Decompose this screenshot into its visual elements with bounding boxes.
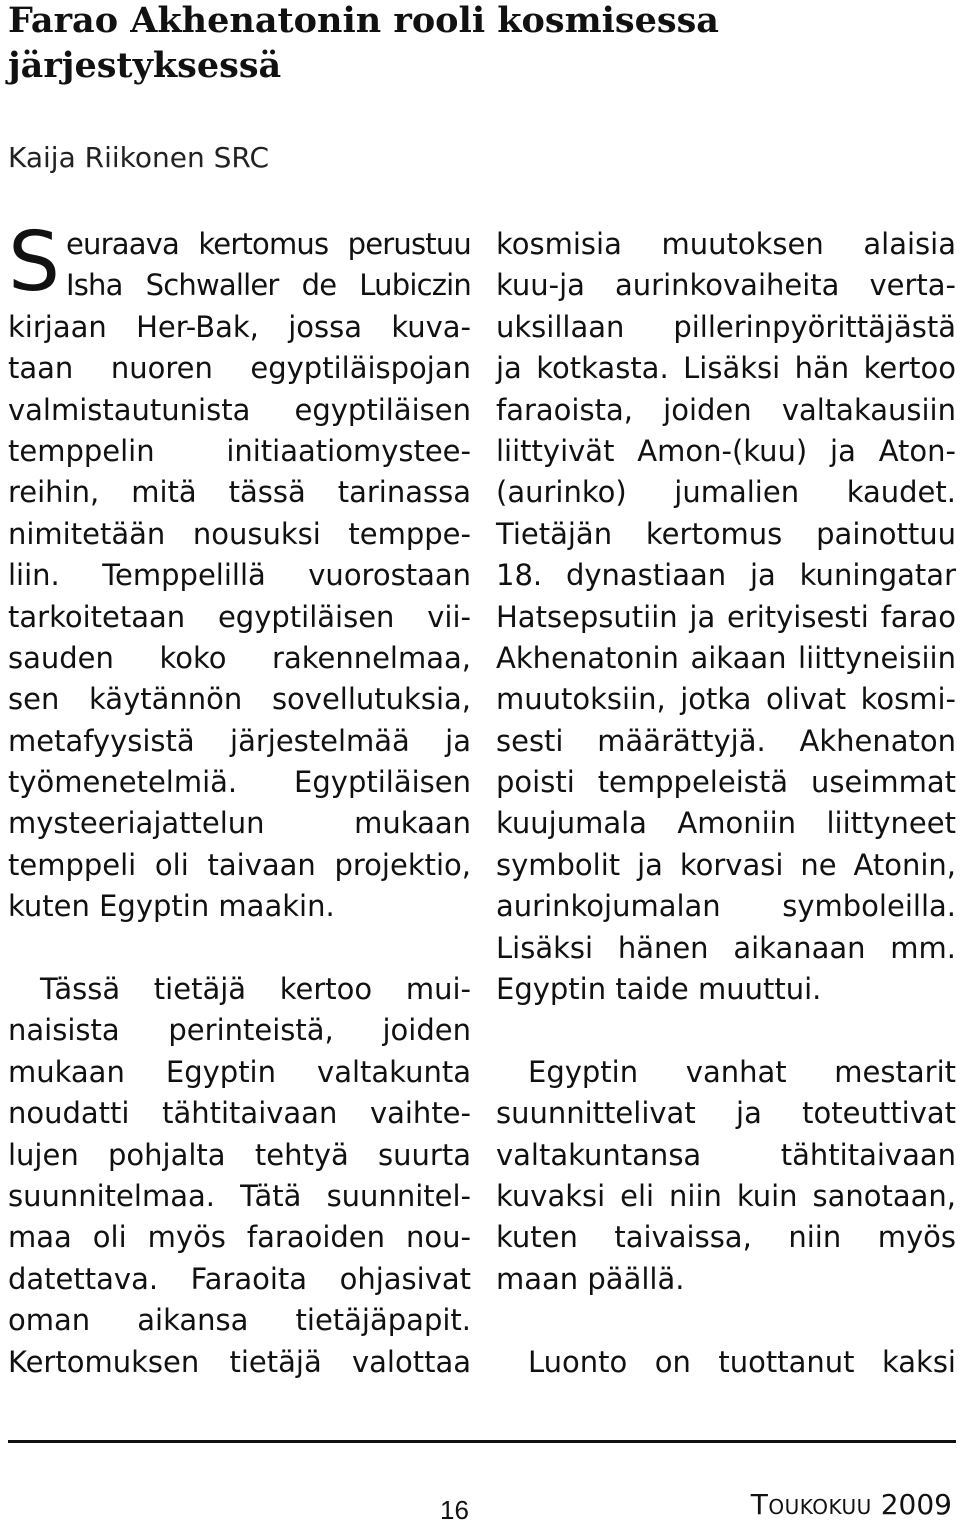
text-line: kuujumala Amoniin liittyneet	[496, 806, 956, 841]
text-line: valmistautunista egyptiläisen	[8, 392, 471, 427]
text-line: uksillaan pillerinpyörittäjästä	[496, 309, 956, 344]
drop-cap: S	[8, 215, 61, 310]
paragraph-gap	[496, 1300, 956, 1341]
text-line: työmenetelmiä. Egyptiläisen	[8, 765, 471, 800]
issue-month: Toukokuu	[750, 1488, 872, 1521]
text-line: Isha Schwaller de Lubiczin	[66, 268, 471, 303]
text-line: Tässä tietäjä kertoo mui-	[40, 972, 471, 1007]
text-line: Akhenatonin aikaan liittyneisiin	[496, 640, 956, 675]
right-column-paragraphs	[496, 224, 956, 1383]
text-line: kirjaan Her-Bak, jossa kuva-	[8, 309, 471, 344]
text-line: Egyptin taide muuttui.	[496, 972, 822, 1007]
text-line: kuten taivaissa, niin myös	[496, 1220, 956, 1255]
right-column	[496, 224, 956, 1383]
text-line: tarkoitetaan egyptiläisen vii-	[8, 599, 471, 634]
paragraph	[8, 969, 471, 1383]
text-line: suunnitelmaa. Tätä suunnitel-	[8, 1178, 471, 1213]
page-number: 16	[440, 1495, 469, 1525]
text-line: Kertomuksen tietäjä valottaa	[8, 1344, 471, 1379]
text-line: sauden koko rakennelmaa,	[8, 640, 471, 675]
text-line: temppeli oli taivaan projektio,	[8, 847, 471, 882]
text-line: mukaan Egyptin valtakunta	[8, 1054, 471, 1089]
paragraph	[496, 1342, 956, 1383]
paragraph	[496, 1052, 956, 1300]
text-line: mysteeriajattelun mukaan	[8, 806, 471, 841]
text-line: Lisäksi hänen aikanaan mm.	[496, 930, 956, 965]
text-line: sesti määrättyjä. Akhenaton	[496, 723, 956, 758]
text-line: Hatsepsutiin ja erityisesti farao	[496, 599, 956, 634]
text-line: valtakuntansa tähtitaivaan	[496, 1137, 956, 1172]
text-line: metafyysistä järjestelmää ja	[8, 723, 471, 758]
text-line: oman aikansa tietäjäpapit.	[8, 1303, 471, 1338]
text-line: nimitetään nousuksi temppe-	[8, 516, 471, 551]
text-line: temppelin initiaatiomystee-	[8, 433, 471, 468]
text-line: euraava kertomus perustuu	[66, 227, 471, 261]
text-line: lujen pohjalta tehtyä suurta	[8, 1137, 471, 1172]
text-line: ja kotkasta. Lisäksi hän kertoo	[496, 351, 956, 386]
text-line: symbolit ja korvasi ne Atonin,	[496, 847, 956, 882]
text-line: suunnittelivat ja toteuttivat	[496, 1096, 956, 1131]
text-line: reihin, mitä tässä tarinassa	[8, 475, 471, 510]
issue-date	[751, 1487, 952, 1523]
text-line: aurinkojumalan symboleilla.	[496, 889, 956, 924]
paragraph	[8, 307, 471, 928]
text-line: muutoksiin, jotka olivat kosmi-	[496, 682, 956, 717]
text-line: liittyivät Amon-(kuu) ja Aton-	[496, 433, 956, 468]
left-column-paragraphs	[8, 307, 471, 1383]
text-line: datettava. Faraoita ohjasivat	[8, 1261, 471, 1296]
text-line: maan päällä.	[496, 1261, 685, 1296]
article-author: Kaija Riikonen SRC	[8, 141, 270, 174]
text-line: poisti temppeleistä useimmat	[496, 765, 956, 800]
issue-year: 2009	[880, 1488, 952, 1521]
text-line: noudatti tähtitaivaan vaihte-	[8, 1096, 471, 1131]
text-line: kosmisia muutoksen alaisia	[496, 227, 956, 261]
opening-paragraph-start	[8, 215, 471, 310]
text-line: maa oli myös faraoiden nou-	[8, 1220, 471, 1255]
left-column	[8, 215, 471, 1383]
text-line: kuten Egyptin maakin.	[8, 889, 335, 924]
text-line: taan nuoren egyptiläispojan	[8, 351, 471, 386]
text-line: liin. Temppelillä vuorostaan	[8, 558, 471, 593]
text-line: kuvaksi eli niin kuin sanotaan,	[496, 1178, 956, 1213]
footer-divider	[8, 1440, 956, 1443]
text-line: (aurinko) jumalien kaudet.	[496, 475, 956, 510]
article-title: Farao Akhenatonin rooli kosmisessa järjestyksessä	[8, 0, 719, 86]
paragraph-gap	[496, 1010, 956, 1051]
text-line: sen käytännön sovellutuksia,	[8, 682, 471, 717]
text-line: kuu-ja aurinkovaiheita verta-	[496, 268, 956, 303]
text-line: naisista perinteistä, joiden	[8, 1013, 471, 1048]
paragraph	[496, 224, 956, 1010]
text-line: Tietäjän kertomus painottuu	[496, 516, 956, 551]
text-line: faraoista, joiden valtakausiin	[496, 392, 956, 427]
paragraph-gap	[8, 928, 471, 969]
text-line: Egyptin vanhat mestarit	[528, 1054, 956, 1089]
text-line: Luonto on tuottanut kaksi	[528, 1344, 956, 1379]
text-line: 18. dynastiaan ja kuningatar	[496, 558, 956, 593]
